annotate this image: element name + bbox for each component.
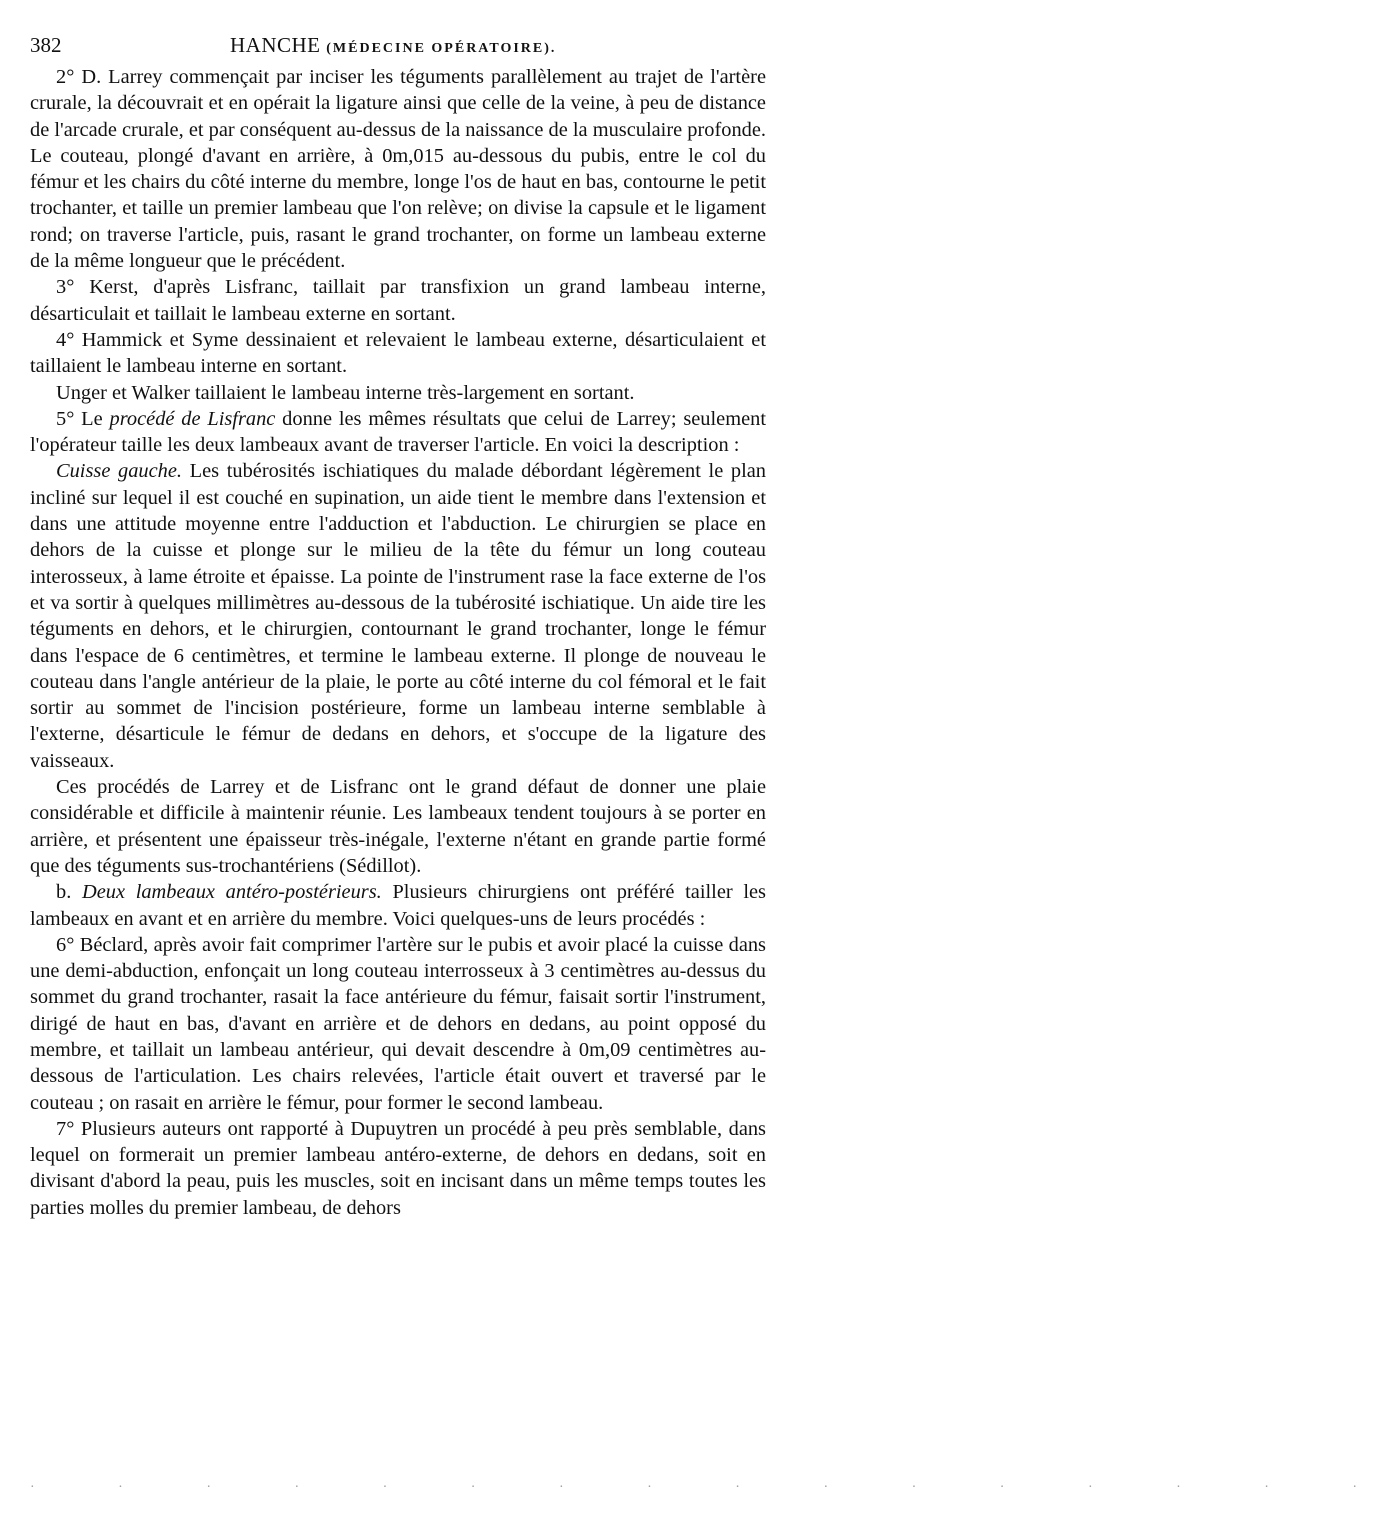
paragraph (30, 932, 766, 1116)
paragraph (30, 274, 766, 327)
paragraph-text: 4° Hammick et Syme dessinaient et relevaient le lambeau externe, désarticulaient et taillaient le lambeau interne en sortant. (30, 328, 766, 378)
paragraph (30, 327, 766, 380)
paragraph (30, 406, 766, 459)
paragraph (30, 879, 766, 932)
paragraph-emphasis: Cuisse gauche. (56, 460, 182, 483)
paragraph-text: 7° Plusieurs auteurs ont rapporté à Dupuytren un procédé à peu près semblable, dans lequel on formerait un premier lambeau antéro-externe, de dehors en dedans, soit en divisant d'abord la peau, puis les muscles, soit en incisant dans un même temps toutes les parties molles du premier lambeau, de dehors (30, 1117, 766, 1219)
paragraph (30, 774, 766, 879)
paragraph-text: donne les mêmes résultats que celui de Larrey; seulement l'opérateur taille les deux lambeaux avant de traverser l'article. En voici la description : (30, 407, 766, 457)
paragraph (30, 458, 766, 774)
running-title: HANCHE (230, 33, 321, 57)
paragraph-text: 2° D. Larrey commençait par inciser les téguments parallèlement au trajet de l'artère crurale, la découvrait et en opérait la ligature ainsi que celle de la veine, à peu de distance de l'arcade crurale, et par conséquent au-dessus de la naissance de la musculaire profonde. Le couteau, plongé d'avant en arrière, à 0m,015 au-dessous du pubis, entre le col du fémur et les chairs du côté interne du membre, longe l'os de haut en bas, contourne le petit trochanter, et taille un premier lambeau que l'on relève; on divise la capsule et le ligament rond; on traverse l'article, puis, rasant le grand trochanter, on forme un lambeau externe de la même longueur que le précédent. (30, 66, 766, 273)
paragraph (30, 64, 766, 274)
scan-artifact-dots: · · · · · · · · · · · · · · · · (30, 1480, 1397, 1495)
paragraph (30, 1116, 766, 1221)
page-number: 382 (30, 33, 62, 57)
page-header (30, 30, 770, 60)
paragraph-text: Plusieurs chirurgiens ont préféré tailler les lambeaux en avant et en arrière du membre. Voici quelques-uns de leurs procédés : (30, 881, 766, 930)
paragraph-text: 6° Béclard, après avoir fait comprimer l'artère sur le pubis et avoir placé la cuisse dans une demi-abduction, enfonçait un long couteau interrosseux à 3 centimètres au-dessus du sommet du grand trochanter, rasait la face antérieure du fémur, faisait sortir l'instrument, dirigé de haut en bas, d'avant en arrière et de dehors en dedans, au point opposé du membre, et taillait un lambeau antérieur, qui devait descendre à 0m,09 centimètres au-dessous de l'articulation. Les chairs relevées, l'article était ouvert et traversé par le couteau ; on rasait en arrière le fémur, pour former le second lambeau. (30, 933, 766, 1114)
paragraph-text: 3° Kerst, d'après Lisfranc, taillait par transfixion un grand lambeau interne, désarticulait et taillait le lambeau externe en sortant. (30, 276, 766, 325)
paragraph-emphasis: Deux lambeaux antéro-postérieurs. (81, 881, 382, 904)
paragraph-lead: 5° Le (56, 407, 110, 430)
body-text (30, 64, 766, 1221)
paragraph-text: Ces procédés de Larrey et de Lisfranc ont le grand défaut de donner une plaie considérable et difficile à maintenir réunie. Les lambeaux tendent toujours à se porter en arrière, et présentent une épaisseur très-inégale, l'externe n'étant en grande partie formé que des téguments sus-trochantériens (Sédillot). (30, 776, 766, 877)
running-subtitle: (MÉDECINE OPÉRATOIRE). (326, 41, 557, 56)
paragraph-lead: b. (56, 881, 82, 904)
paragraph-text: Les tubérosités ischiatiques du malade débordant légèrement le plan incliné sur lequel il est couché en supination, un aide tient le membre dans l'extension et dans une attitude moyenne entre l'adduction et l'abduction. Le chirurgien se place en dehors de la cuisse et plonge sur le milieu de la tête du fémur un long couteau interosseux, à lame étroite et épaisse. La pointe de l'instrument rase la face externe de l'os et va sortir à quelques millimètres au-dessous de la tubérosité ischiatique. Un aide tire les téguments en dehors, et le chirurgien, contournant le grand trochanter, longe le fémur dans l'espace de 6 centimètres, et termine le lambeau externe. Il plonge de nouveau le couteau dans l'angle antérieur de la plaie, le porte au côté interne du col fémoral et le fait sortir au sommet de l'incision postérieure, forme un lambeau interne semblable à l'externe, désarticule le fémur de dedans en dehors, et s'occupe de la ligature des vaisseaux. (30, 460, 766, 772)
paragraph (30, 380, 766, 406)
paragraph-text: Unger et Walker taillaient le lambeau interne très-largement en sortant. (56, 381, 635, 404)
running-head (230, 30, 556, 64)
paragraph-emphasis: procédé de Lisfranc (109, 407, 276, 430)
